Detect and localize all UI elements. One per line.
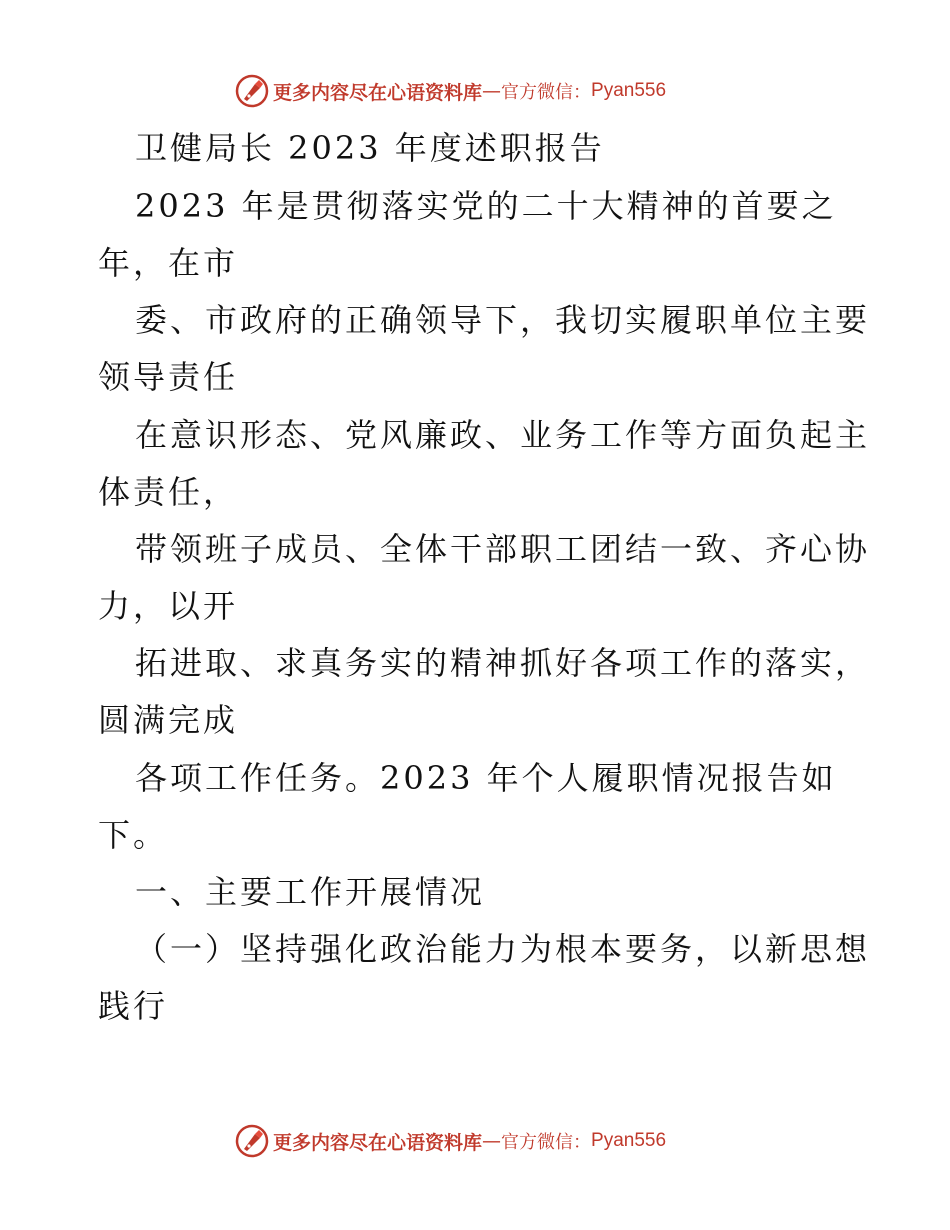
footer-watermark	[235, 1124, 666, 1158]
paragraph-line: 带领班子成员、全体干部职工团结一致、齐心协	[135, 530, 871, 568]
paragraph-line: 体责任，	[98, 473, 239, 511]
paragraph-line: 各项工作任务。2023 年个人履职情况报告如	[135, 759, 837, 797]
watermark-brand-text: 更多内容尽在心语资料库	[273, 81, 483, 104]
pen-nib-logo-icon	[235, 74, 269, 108]
paragraph-line: 下。	[98, 816, 169, 854]
paragraph-line: 委、市政府的正确领导下，我切实履职单位主要	[135, 301, 871, 339]
watermark-separator: —	[482, 80, 502, 102]
paragraph-line: 领导责任	[98, 358, 239, 396]
watermark-separator: —	[482, 1130, 502, 1152]
document-title: 卫健局长 2023 年度述职报告	[135, 129, 605, 167]
pen-nib-logo-icon	[235, 1124, 269, 1158]
watermark-sub-text: 官方微信：	[501, 82, 592, 103]
header-watermark	[235, 74, 666, 108]
watermark-wechat-id: Pyan556	[591, 1130, 667, 1151]
watermark-sub-text: 官方微信：	[501, 1132, 592, 1153]
paragraph-line: 拓进取、求真务实的精神抓好各项工作的落实，	[135, 644, 871, 682]
paragraph-line: 2023 年是贯彻落实党的二十大精神的首要之	[135, 187, 837, 225]
paragraph-line: 践行	[98, 987, 169, 1025]
watermark-brand-text: 更多内容尽在心语资料库	[273, 1131, 483, 1154]
watermark-wechat-id: Pyan556	[591, 80, 667, 101]
paragraph-line: 年，在市	[98, 244, 239, 282]
subsection-heading: （一）坚持强化政治能力为根本要务，以新思想	[135, 930, 871, 968]
section-heading: 一、主要工作开展情况	[135, 873, 486, 911]
paragraph-line: 在意识形态、党风廉政、业务工作等方面负起主	[135, 416, 871, 454]
paragraph-line: 力，以开	[98, 587, 239, 625]
paragraph-line: 圆满完成	[98, 701, 239, 739]
